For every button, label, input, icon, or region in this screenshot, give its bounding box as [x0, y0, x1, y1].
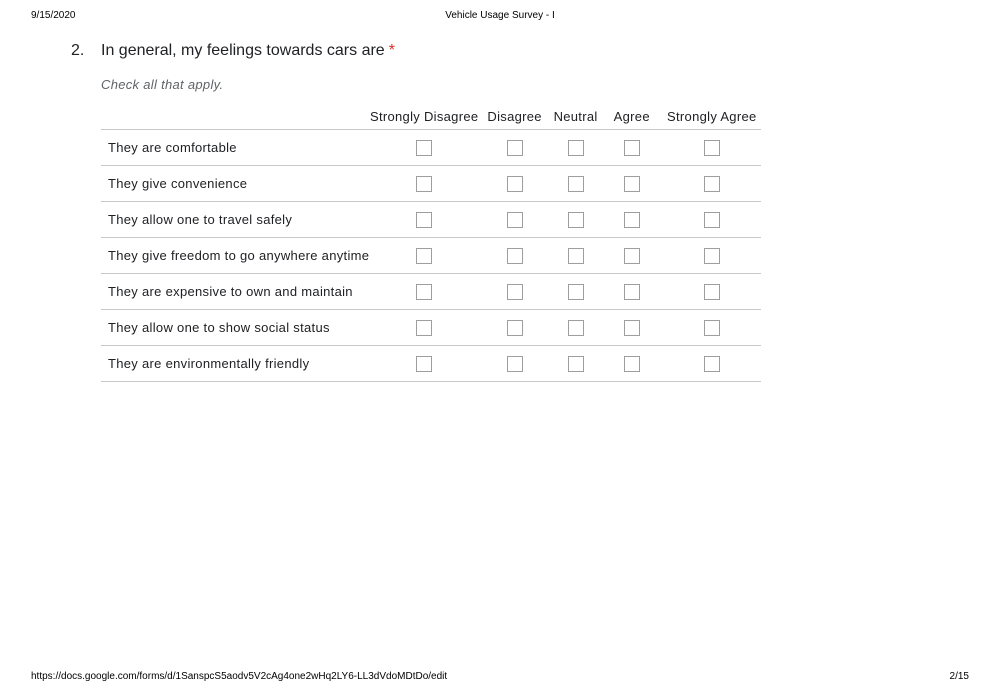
checkbox-agree[interactable] — [624, 176, 640, 192]
print-page-number: 2/15 — [949, 671, 969, 682]
print-date: 9/15/2020 — [31, 10, 76, 21]
column-header-neutral: Neutral — [550, 104, 601, 130]
checkbox-neutral[interactable] — [568, 356, 584, 372]
row-label: They give freedom to go anywhere anytime — [101, 238, 369, 274]
checkbox-strongly-agree[interactable] — [704, 176, 720, 192]
checkbox-strongly-agree[interactable] — [704, 140, 720, 156]
print-footer — [31, 671, 969, 685]
checkbox-strongly-agree[interactable] — [704, 212, 720, 228]
column-header-agree: Agree — [601, 104, 663, 130]
row-label: They give convenience — [101, 166, 369, 202]
grid-row — [101, 130, 761, 166]
grid-row — [101, 238, 761, 274]
row-label: They are expensive to own and maintain — [101, 274, 369, 310]
checkbox-strongly-disagree[interactable] — [416, 212, 432, 228]
grid-row — [101, 310, 761, 346]
checkbox-disagree[interactable] — [507, 284, 523, 300]
column-header-strongly-disagree: Strongly Disagree — [369, 104, 479, 130]
row-label: They allow one to travel safely — [101, 202, 369, 238]
grid-corner — [101, 104, 369, 130]
checkbox-disagree[interactable] — [507, 356, 523, 372]
required-marker: * — [388, 42, 395, 59]
checkbox-strongly-disagree[interactable] — [416, 176, 432, 192]
row-label: They allow one to show social status — [101, 310, 369, 346]
row-label: They are environmentally friendly — [101, 346, 369, 382]
grid-header-row — [101, 104, 761, 130]
grid-row — [101, 274, 761, 310]
checkbox-grid — [101, 104, 761, 382]
checkbox-strongly-agree[interactable] — [704, 356, 720, 372]
checkbox-disagree[interactable] — [507, 212, 523, 228]
checkbox-agree[interactable] — [624, 248, 640, 264]
question-hint: Check all that apply. — [101, 77, 224, 92]
checkbox-disagree[interactable] — [507, 248, 523, 264]
checkbox-strongly-disagree[interactable] — [416, 356, 432, 372]
checkbox-agree[interactable] — [624, 140, 640, 156]
grid-row — [101, 346, 761, 382]
checkbox-disagree[interactable] — [507, 140, 523, 156]
checkbox-strongly-disagree[interactable] — [416, 248, 432, 264]
print-doc-title: Vehicle Usage Survey - I — [445, 10, 555, 21]
column-header-strongly-agree: Strongly Agree — [663, 104, 761, 130]
print-url: https://docs.google.com/forms/d/1SanspcS5aodv5V2cAg4one2wHq2LY6-LL3dVdoMDtDo/edit — [31, 671, 448, 682]
row-label: They are comfortable — [101, 130, 369, 166]
column-header-disagree: Disagree — [479, 104, 550, 130]
checkbox-disagree[interactable] — [507, 176, 523, 192]
checkbox-neutral[interactable] — [568, 284, 584, 300]
checkbox-strongly-disagree[interactable] — [416, 320, 432, 336]
checkbox-agree[interactable] — [624, 356, 640, 372]
checkbox-disagree[interactable] — [507, 320, 523, 336]
question-title-wrap — [101, 42, 395, 60]
checkbox-strongly-agree[interactable] — [704, 248, 720, 264]
checkbox-neutral[interactable] — [568, 248, 584, 264]
checkbox-neutral[interactable] — [568, 212, 584, 228]
checkbox-strongly-agree[interactable] — [704, 320, 720, 336]
grid-row — [101, 166, 761, 202]
checkbox-strongly-disagree[interactable] — [416, 284, 432, 300]
checkbox-strongly-disagree[interactable] — [416, 140, 432, 156]
checkbox-neutral[interactable] — [568, 320, 584, 336]
print-header — [31, 10, 969, 24]
checkbox-neutral[interactable] — [568, 176, 584, 192]
checkbox-neutral[interactable] — [568, 140, 584, 156]
question-title: In general, my feelings towards cars are — [101, 42, 385, 59]
checkbox-agree[interactable] — [624, 212, 640, 228]
checkbox-strongly-agree[interactable] — [704, 284, 720, 300]
checkbox-agree[interactable] — [624, 320, 640, 336]
question-number: 2. — [71, 42, 85, 59]
grid-row — [101, 202, 761, 238]
checkbox-agree[interactable] — [624, 284, 640, 300]
